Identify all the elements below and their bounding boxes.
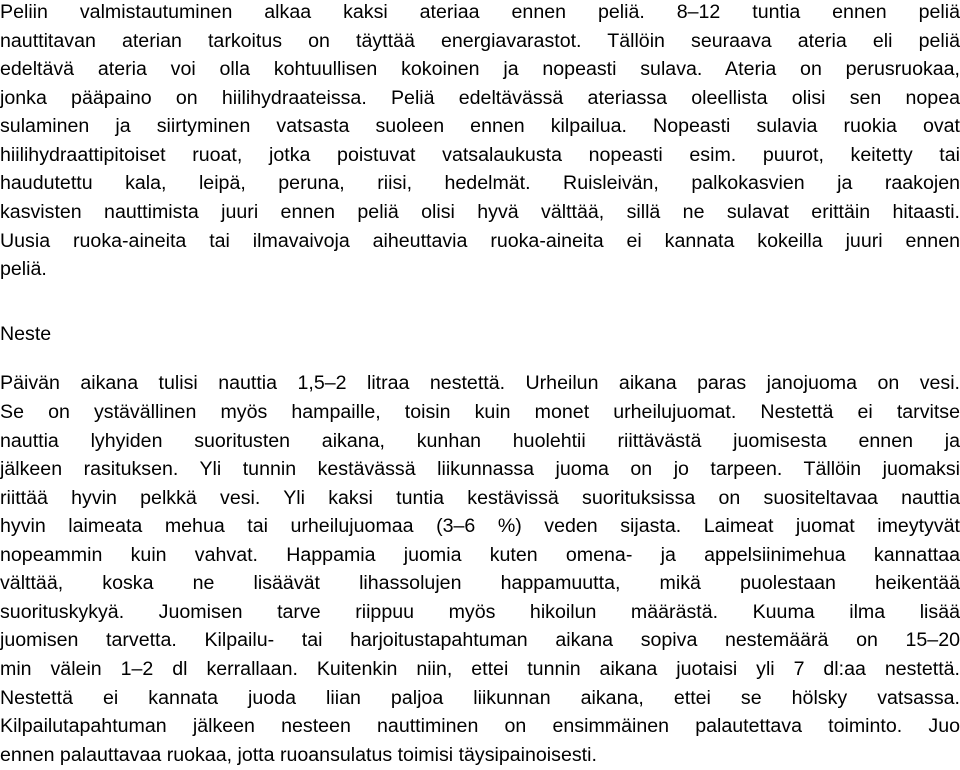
text-line: hyvin laimeata mehua tai urheilujuomaa (3–6 %) veden sijasta. Laimeat juomat imeytyvät — [0, 515, 960, 537]
text-line: nauttia lyhyiden suoritusten aikana, kunhan huolehtii riittävästä juomisesta ennen ja — [0, 430, 960, 452]
text-line: Peliin valmistautuminen alkaa kaksi ateriaa ennen peliä. 8–12 tuntia ennen peliä — [0, 1, 960, 23]
text-line: nauttitavan aterian tarkoitus on täyttää energiavarastot. Tällöin seuraava ateria eli peliä — [0, 30, 960, 52]
text-line: min välein 1–2 dl kerrallaan. Kuitenkin niin, ettei tunnin aikana juotaisi yli 7 dl:aa nestettä. — [0, 658, 960, 680]
text-line: peliä. — [0, 258, 47, 280]
section-heading: Neste — [0, 323, 52, 345]
text-line: riittää hyvin pelkkä vesi. Yli kaksi tuntia kestävissä suorituksissa on suositeltavaa nauttia — [0, 487, 960, 509]
text-line: Päivän aikana tulisi nauttia 1,5–2 litraa nestettä. Urheilun aikana paras janojuoma on vesi. — [0, 372, 960, 394]
text-line: juomisen tarvetta. Kilpailu- tai harjoitustapahtuman aikana sopiva nestemäärä on 15–20 — [0, 629, 960, 651]
text-line: Se on ystävällinen myös hampaille, toisin kuin monet urheilujuomat. Nestettä ei tarvitse — [0, 401, 960, 423]
text-line: välttää, koska ne lisäävät lihassolujen happamuutta, mikä puolestaan heikentää — [0, 572, 960, 594]
text-line: ennen palauttavaa ruokaa, jotta ruoansulatus toimisi täysipainoisesti. — [0, 744, 597, 766]
text-line: sulaminen ja siirtyminen vatsasta suoleen ennen kilpailua. Nopeasti sulavia ruokia ovat — [0, 115, 960, 137]
text-line: jälkeen rasituksen. Yli tunnin kestävässä liikunnassa juoma on jo tarpeen. Tällöin juomaksi — [0, 458, 960, 480]
text-line: jonka pääpaino on hiilihydraateissa. Peliä edeltävässä ateriassa oleellista olisi sen nopea — [0, 87, 960, 109]
text-line: suorituskykyä. Juomisen tarve riippuu myös hikoilun määrästä. Kuuma ilma lisää — [0, 601, 960, 623]
text-line: haudutettu kala, leipä, peruna, riisi, hedelmät. Ruisleivän, palkokasvien ja raakojen — [0, 172, 960, 194]
text-line: edeltävä ateria voi olla kohtuullisen kokoinen ja nopeasti sulava. Ateria on perusruokaa, — [0, 58, 960, 80]
text-line: Nestettä ei kannata juoda liian paljoa liikunnan aikana, ettei se hölsky vatsassa. — [0, 687, 960, 709]
text-line: kasvisten nauttimista juuri ennen peliä olisi hyvä välttää, sillä ne sulavat erittäin hitaasti. — [0, 201, 960, 223]
text-line: hiilihydraattipitoiset ruoat, jotka poistuvat vatsalaukusta nopeasti esim. puurot, keitetty tai — [0, 144, 960, 166]
text-line: nopeammin kuin vahvat. Happamia juomia kuten omena- ja appelsiinimehua kannattaa — [0, 544, 960, 566]
text-line: Uusia ruoka-aineita tai ilmavaivoja aiheuttavia ruoka-aineita ei kannata kokeilla juuri ennen — [0, 230, 960, 252]
text-line: Kilpailutapahtuman jälkeen nesteen nauttiminen on ensimmäinen palautettava toiminto. Juo — [0, 715, 960, 737]
